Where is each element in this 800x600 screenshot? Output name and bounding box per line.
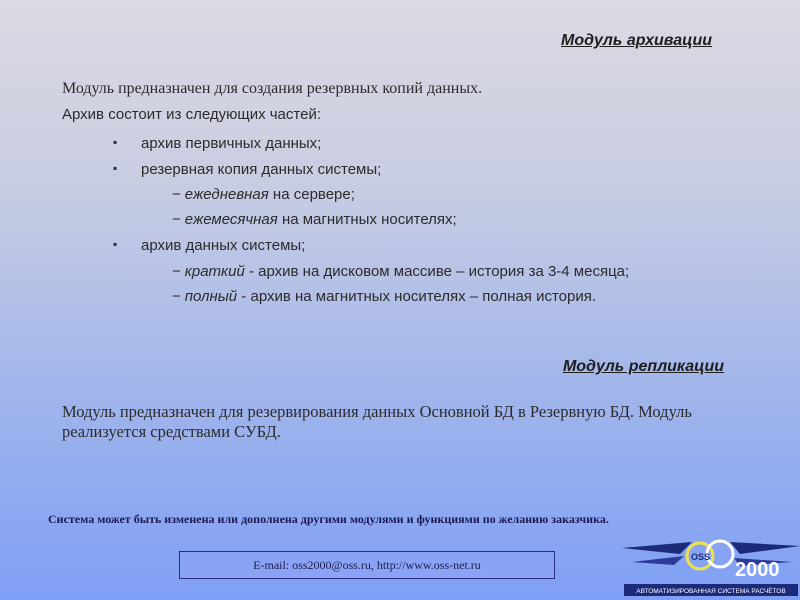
logo-mark: OSS bbox=[691, 552, 711, 562]
bullet-icon: ▪ bbox=[113, 237, 118, 251]
sub-list-item bbox=[172, 263, 629, 280]
bullet-icon: ▪ bbox=[113, 135, 118, 149]
sub-item-text: - архив на дисковом массиве – история за 3-4 месяца; bbox=[244, 263, 630, 280]
replication-text: Модуль предназначен для резервирования данных Основной БД в Резервную БД. Модуль реализуется средствами СУБД. bbox=[62, 402, 692, 441]
dash-icon: − bbox=[172, 211, 181, 228]
replication-section-title: Модуль репликации bbox=[562, 358, 724, 375]
contact-box[interactable] bbox=[179, 551, 555, 579]
contact-text[interactable]: E-mail: oss2000@oss.ru, http://www.oss-net.ru bbox=[253, 557, 481, 572]
sub-item-emphasis: краткий bbox=[184, 263, 245, 280]
company-logo bbox=[622, 532, 800, 600]
sub-item-text: на сервере; bbox=[268, 186, 355, 203]
list-item bbox=[113, 161, 382, 178]
sub-list-item bbox=[172, 288, 596, 305]
dash-icon: − bbox=[172, 263, 181, 280]
sub-item-text: на магнитных носителях; bbox=[277, 211, 457, 228]
list-item-text: резервная копия данных системы; bbox=[141, 161, 382, 178]
dash-icon: − bbox=[172, 186, 181, 203]
dash-icon: − bbox=[172, 288, 181, 305]
sub-item-emphasis: ежедневная bbox=[184, 186, 269, 203]
footer-note: Система может быть изменена или дополнена другими модулями и функциями по желанию заказчика. bbox=[48, 512, 609, 526]
sub-list-item bbox=[172, 186, 355, 203]
logo-caption: АВТОМАТИЗИРОВАННАЯ СИСТЕМА РАСЧЁТОВ bbox=[636, 588, 786, 595]
sub-item-text: - архив на магнитных носителях – полная история. bbox=[237, 288, 597, 305]
sub-item-emphasis: полный bbox=[184, 288, 238, 305]
list-item-text: архив данных системы; bbox=[141, 237, 306, 254]
sub-item-emphasis: ежемесячная bbox=[184, 211, 278, 228]
archive-parts-heading: Архив состоит из следующих частей: bbox=[62, 106, 321, 123]
logo-year: 2000 bbox=[735, 559, 780, 581]
list-item bbox=[113, 237, 306, 254]
bullet-icon: ▪ bbox=[113, 161, 118, 175]
archive-section-title: Модуль архивации bbox=[561, 32, 712, 49]
list-item-text: архив первичных данных; bbox=[141, 135, 322, 152]
archive-intro: Модуль предназначен для создания резервных копий данных. bbox=[62, 80, 483, 97]
sub-list-item bbox=[172, 211, 457, 228]
list-item bbox=[113, 135, 322, 152]
